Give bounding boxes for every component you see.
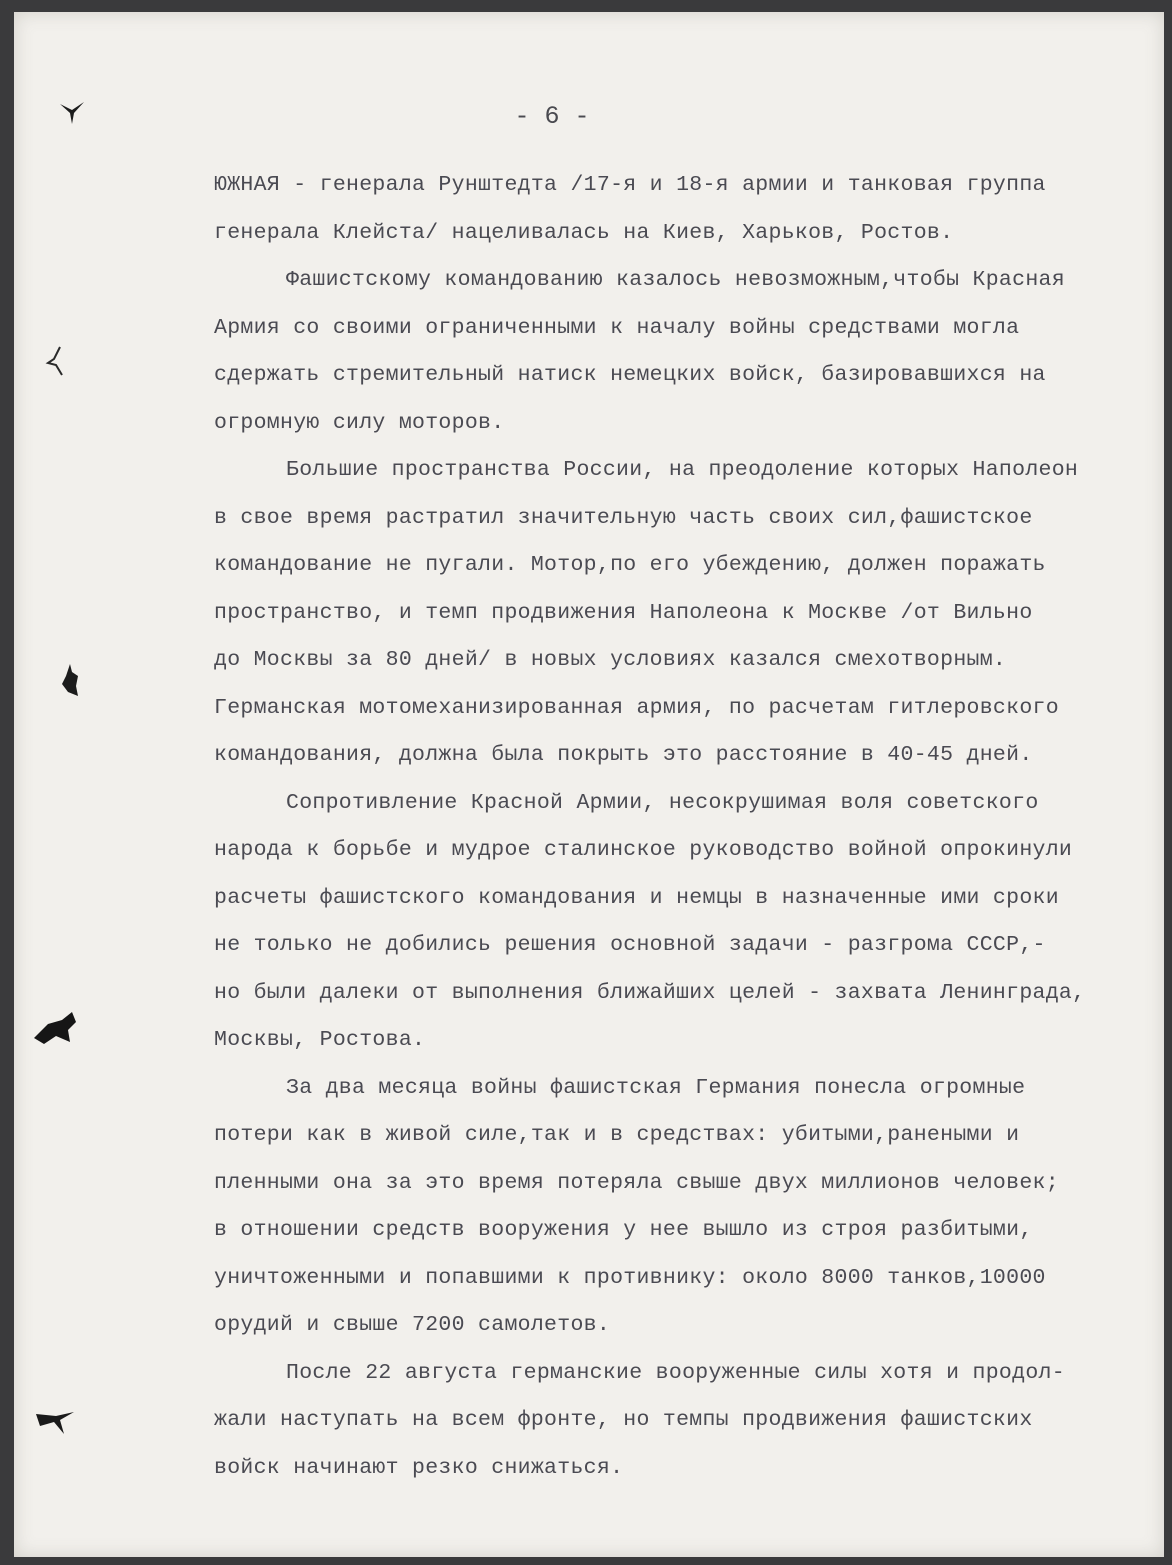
margin-mark-5 <box>34 1402 78 1438</box>
text-line: командования, должна была покрыть это расстояние в 40-45 дней. <box>214 743 1033 767</box>
text-line: уничтоженными и попавшими к противнику: около 8000 танков,10000 <box>214 1265 1046 1290</box>
text-line: но были далеки от выполнения ближайших целей - захвата Ленинграда, <box>214 980 1086 1005</box>
text-line: жали наступать на всем фронте, но темпы продвижения фашистских <box>214 1408 1033 1432</box>
document-page <box>14 12 1164 1557</box>
margin-mark-1 <box>58 96 88 126</box>
text-line: орудий и свыше 7200 самолетов. <box>214 1313 611 1337</box>
page-number: - 6 - <box>514 102 590 131</box>
text-line: войск начинают резко снижаться. <box>214 1455 624 1480</box>
body-text <box>214 162 1144 1492</box>
text-line: пленными она за это время потеряла свыше двух миллионов человек; <box>214 1170 1059 1195</box>
text-line: пространство, и темп продвижения Наполеона к Москве /от Вильно <box>214 600 1033 625</box>
text-line: Большие пространства России, на преодоление которых Наполеон <box>286 458 1079 482</box>
text-line: После 22 августа германские вооруженные силы хотя и продол- <box>286 1360 1065 1385</box>
text-line: Сопротивление Красной Армии, несокрушимая воля советского <box>286 790 1039 815</box>
text-line: Москвы, Ростова. <box>214 1028 426 1052</box>
margin-mark-3 <box>58 662 82 702</box>
text-line: Армия со своими ограниченными к началу войны средствами могла <box>214 315 1020 340</box>
text-line: Фашистскому командованию казалось невозможным,чтобы Красная <box>286 268 1065 292</box>
text-line: до Москвы за 80 дней/ в новых условиях казался смехотворным. <box>214 648 1007 672</box>
text-line: не только не добились решения основной задачи - разгрома СССР,- <box>214 933 1046 957</box>
text-line: За два месяца войны фашистская Германия понесла огромные <box>286 1075 1026 1100</box>
text-line: в свое время растратил значительную часть своих сил,фашистское <box>214 505 1033 530</box>
margin-mark-4 <box>32 1010 80 1050</box>
text-line: Германская мотомеханизированная армия, по расчетам гитлеровского <box>214 695 1059 720</box>
text-line: сдержать стремительный натиск немецких войск, базировавшихся на <box>214 363 1046 387</box>
text-line: генерала Клейста/ нацеливалась на Киев, Харьков, Ростов. <box>214 220 954 245</box>
text-line: расчеты фашистского командования и немцы в назначенные ими сроки <box>214 885 1059 910</box>
text-line: в отношении средств вооружения у нее вышло из строя разбитыми, <box>214 1218 1033 1242</box>
text-line: командование не пугали. Мотор,по его убеждению, должен поражать <box>214 553 1046 577</box>
text-line: потери как в живой силе,так и в средствах: убитыми,ранеными и <box>214 1123 1020 1147</box>
text-line: народа к борьбе и мудрое сталинское руководство войной опрокинули <box>214 838 1073 862</box>
margin-mark-2 <box>44 345 70 379</box>
text-line: ЮЖНАЯ - генерала Рунштедта /17-я и 18-я армии и танковая группа <box>214 173 1046 197</box>
text-line: огромную силу моторов. <box>214 410 505 435</box>
